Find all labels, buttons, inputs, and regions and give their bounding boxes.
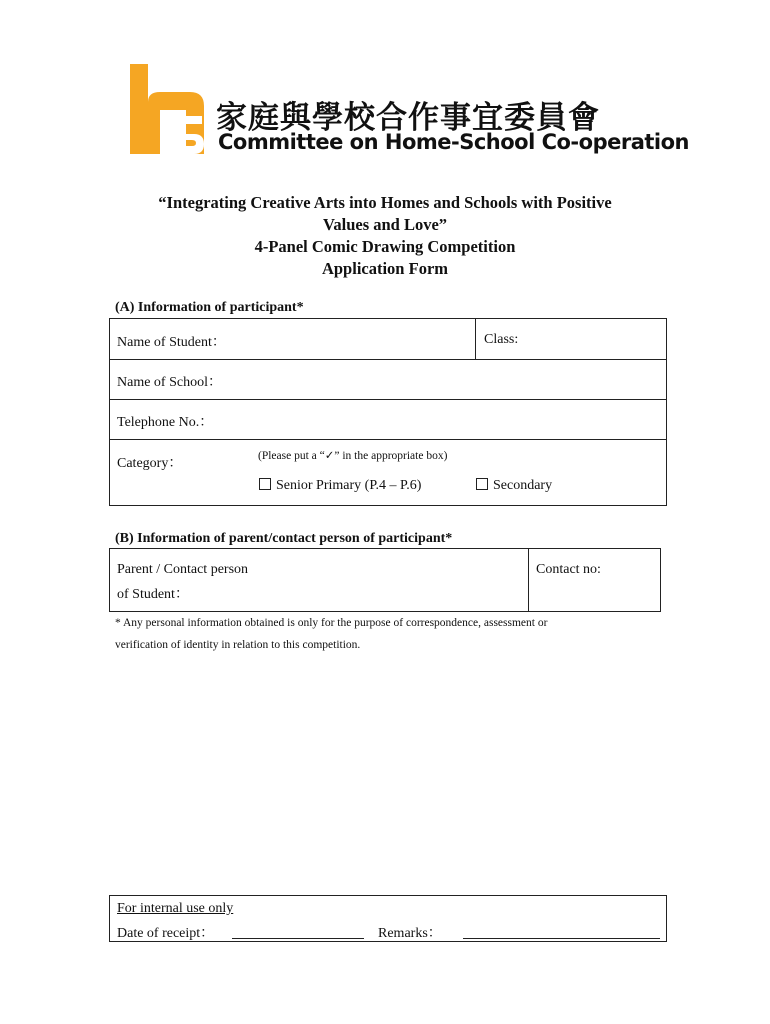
parent-label-line-2: of Student： — [117, 587, 189, 602]
class-label: Class: — [484, 332, 519, 347]
section-a-heading: (A) Information of participant* — [115, 300, 304, 315]
internal-use-heading: For internal use only — [117, 901, 234, 916]
option-secondary[interactable] — [476, 478, 552, 494]
internal-use-box — [109, 895, 667, 942]
secondary-checkbox[interactable] — [476, 478, 488, 490]
category-label: Category： — [117, 456, 183, 471]
option-senior-primary[interactable] — [259, 478, 421, 494]
senior-primary-checkbox[interactable] — [259, 478, 271, 490]
senior-primary-label: Senior Primary (P.4 – P.6) — [276, 478, 422, 493]
receipt-date-field[interactable] — [232, 938, 364, 939]
privacy-note — [115, 612, 547, 656]
telephone-row[interactable] — [110, 400, 666, 440]
title-line-1: “Integrating Creative Arts into Homes and Schools with Positive — [158, 193, 612, 212]
student-name-label: Name of Student： — [117, 335, 226, 350]
contact-no-label: Contact no: — [536, 562, 601, 577]
participant-table — [109, 318, 667, 506]
title-line-4: Application Form — [321, 259, 449, 278]
remarks-label: Remarks： — [378, 926, 442, 941]
title-line-2: Values and Love” — [322, 215, 448, 234]
school-name-label: Name of School： — [117, 375, 222, 390]
parent-label-line-1: Parent / Contact person — [117, 562, 249, 577]
title-line-3: 4-Panel Comic Drawing Competition — [254, 237, 516, 256]
receipt-date-label: Date of receipt： — [117, 926, 215, 941]
privacy-note-line-2: verification of identity in relation to this competition. — [115, 639, 361, 651]
category-row — [110, 440, 666, 505]
category-hint: (Please put a “✓” in the appropriate box) — [258, 450, 448, 462]
privacy-note-line-1: * Any personal information obtained is only for the purpose of correspondence, assessment or — [115, 617, 548, 629]
parent-table[interactable] — [109, 548, 661, 612]
org-name-chinese: 家庭與學校合作事宜委員會 — [216, 100, 600, 136]
form-title — [100, 192, 670, 280]
section-b-heading: (B) Information of parent/contact person of participant* — [115, 531, 453, 546]
hs-logo-icon — [130, 64, 206, 154]
telephone-label: Telephone No.： — [117, 415, 214, 430]
org-name-english: Committee on Home-School Co-operation — [218, 130, 689, 154]
student-name-row[interactable] — [110, 319, 666, 360]
remarks-field[interactable] — [463, 938, 660, 939]
secondary-label: Secondary — [493, 478, 553, 493]
school-name-row[interactable] — [110, 360, 666, 400]
